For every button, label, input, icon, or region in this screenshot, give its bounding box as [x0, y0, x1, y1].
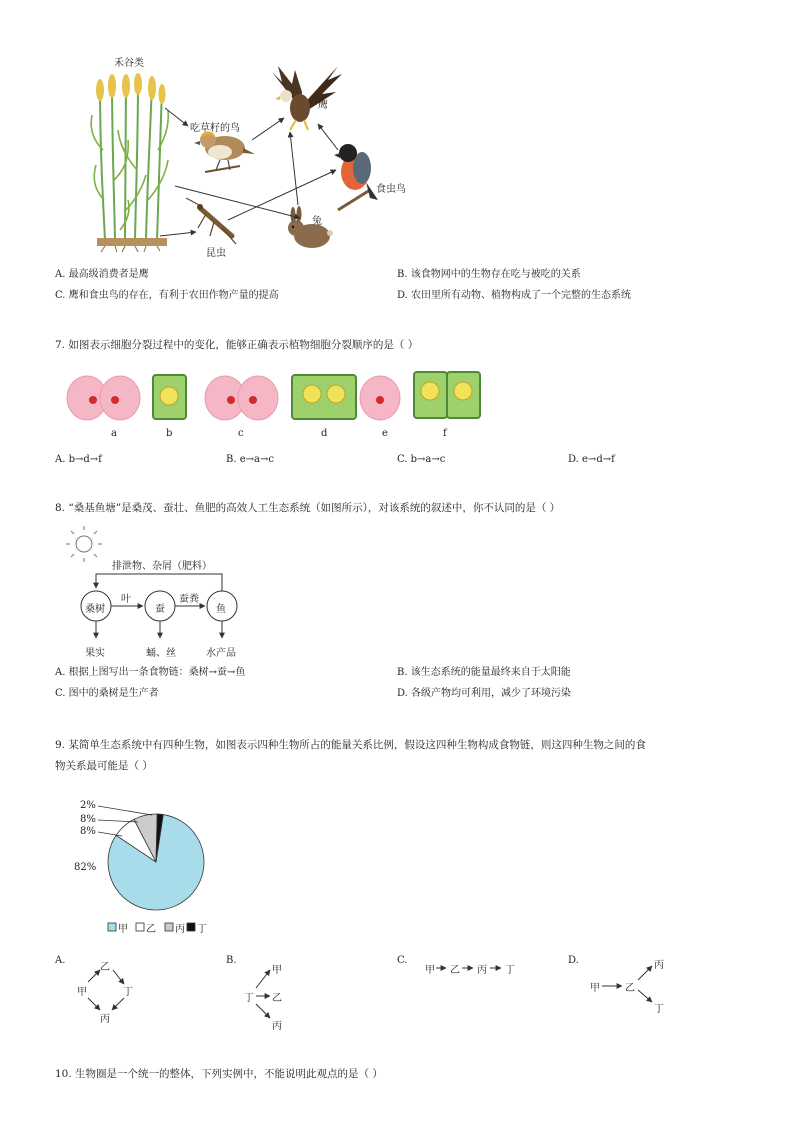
q9c-node-jia: 甲: [425, 965, 435, 976]
q6-option-b: B. 该食物网中的生物存在吃与被吃的关系: [397, 269, 581, 280]
diagram-top-label: 排泄物、杂屑（肥料）: [112, 561, 212, 572]
pie-label-8pct-a: 8%: [80, 814, 96, 825]
legend-label-ding: 丁: [197, 924, 207, 935]
legend-label-jia: 甲: [118, 924, 128, 935]
legend-swatch-yi: [136, 923, 144, 931]
q8-option-d: D. 各级产物均可利用，减少了环境污染: [397, 688, 572, 699]
q9a-node-jia: 甲: [77, 987, 87, 998]
edge-feces-label: 蚕粪: [179, 594, 199, 605]
grain-plants-illustration: [91, 73, 168, 252]
output-silk-label: 蛹、丝: [146, 648, 176, 659]
legend-label-yi: 乙: [146, 924, 156, 935]
q9d-node-ding: 丁: [654, 1004, 664, 1015]
q9b-node-yi: 乙: [272, 993, 282, 1004]
insect-bird-illustration: [334, 144, 378, 210]
edge-leaf-label: 叶: [121, 594, 131, 605]
eagle-illustration: [272, 66, 342, 130]
cell-c: [205, 376, 278, 420]
cell-a: [67, 376, 140, 420]
label-grain: 禾谷类: [114, 58, 144, 69]
q9-stem-line2: 物关系最可能是（ ）: [55, 760, 153, 772]
q8-option-c: C. 图中的桑树是生产者: [55, 688, 159, 699]
node-mulberry-label: 桑树: [85, 604, 105, 615]
legend-swatch-ding: [187, 923, 195, 931]
cell-diagram: [67, 372, 480, 420]
output-aquatic-label: 水产品: [206, 648, 236, 659]
q9-option-d-letter: D.: [568, 955, 579, 966]
q8-option-a: A. 根据上图写出一条食物链：桑树→蚕→鱼: [55, 667, 246, 678]
rabbit-illustration: [288, 206, 333, 248]
q7-option-b: B. e→a→c: [226, 454, 274, 465]
pie-label-82pct: 82%: [74, 862, 97, 873]
node-silkworm-label: 蚕: [155, 604, 165, 615]
seed-bird-illustration: [194, 132, 255, 172]
pie-label-2pct: 2%: [80, 800, 96, 811]
cell-label-b: b: [166, 428, 173, 439]
cell-label-c: c: [238, 428, 244, 439]
label-seed-bird: 吃草籽的鸟: [190, 123, 240, 134]
q9-option-arrows: [88, 966, 652, 1018]
pie-chart: [108, 814, 204, 910]
q9d-node-jia: 甲: [590, 983, 600, 994]
q6-option-c: C. 鹰和食虫鸟的存在，有利于农田作物产量的提高: [55, 290, 279, 301]
node-fish-label: 鱼: [216, 604, 226, 615]
q9c-node-bing: 丙: [477, 965, 487, 976]
q9-stem-line1: 9. 某简单生态系统中有四种生物，如图表示四种生物所占的能量关系比例，假设这四种生物构成食物链，则这四种生物之间的食: [55, 739, 646, 751]
q9a-node-bing: 丙: [100, 1014, 110, 1025]
cell-label-f: f: [443, 428, 447, 439]
legend-swatch-bing: [165, 923, 173, 931]
cell-label-a: a: [111, 428, 117, 439]
q9d-node-yi: 乙: [625, 983, 635, 994]
q9b-node-bing: 丙: [272, 1021, 282, 1032]
legend-label-bing: 丙: [175, 924, 185, 935]
q9b-node-jia: 甲: [272, 965, 282, 976]
q6-option-a: A. 最高级消费者是鹰: [55, 269, 149, 280]
insect-illustration: [186, 198, 236, 244]
q9-option-c-letter: C.: [397, 955, 408, 966]
cell-b: [153, 375, 186, 419]
q10-stem: 10. 生物圈是一个统一的整体，下列实例中，不能说明此观点的是（ ）: [55, 1068, 383, 1080]
legend-swatch-jia: [108, 923, 116, 931]
cell-e: [360, 376, 400, 420]
q9c-node-yi: 乙: [450, 965, 460, 976]
q9c-node-ding: 丁: [505, 965, 515, 976]
q7-option-c: C. b→a→c: [397, 454, 446, 465]
pie-label-8pct-b: 8%: [80, 826, 96, 837]
label-rabbit: 兔: [312, 216, 322, 227]
q9-option-a-letter: A.: [55, 955, 66, 966]
cell-label-e: e: [382, 428, 388, 439]
cell-d: [292, 375, 356, 419]
q7-option-a: A. b→d→f: [55, 454, 102, 465]
q7-stem: 7. 如图表示细胞分裂过程中的变化，能够正确表示植物细胞分裂顺序的是（ ）: [55, 339, 419, 351]
sun-icon: [66, 526, 102, 562]
q8-stem: 8. “桑基鱼塘”是桑茂、蚕壮、鱼肥的高效人工生态系统（如图所示），对该系统的叙述中，你不认同的是（ ）: [55, 502, 561, 514]
q9a-node-ding: 丁: [123, 987, 133, 998]
output-fruit-label: 果实: [85, 648, 105, 659]
q9-option-b-letter: B.: [226, 955, 237, 966]
q6-option-d: D. 农田里所有动物、植物构成了一个完整的生态系统: [397, 290, 632, 301]
label-insect: 昆虫: [206, 248, 226, 259]
cell-f: [414, 372, 480, 418]
q9a-node-yi: 乙: [100, 962, 110, 973]
q9d-node-bing: 丙: [654, 960, 664, 971]
label-insect-bird: 食虫鸟: [376, 184, 406, 195]
cell-label-d: d: [321, 428, 328, 439]
q9b-node-ding: 丁: [244, 993, 254, 1004]
label-eagle: 鹰: [318, 100, 328, 111]
q7-option-d: D. e→d→f: [568, 454, 615, 465]
q8-option-b: B. 该生态系统的能量最终来自于太阳能: [397, 667, 571, 678]
